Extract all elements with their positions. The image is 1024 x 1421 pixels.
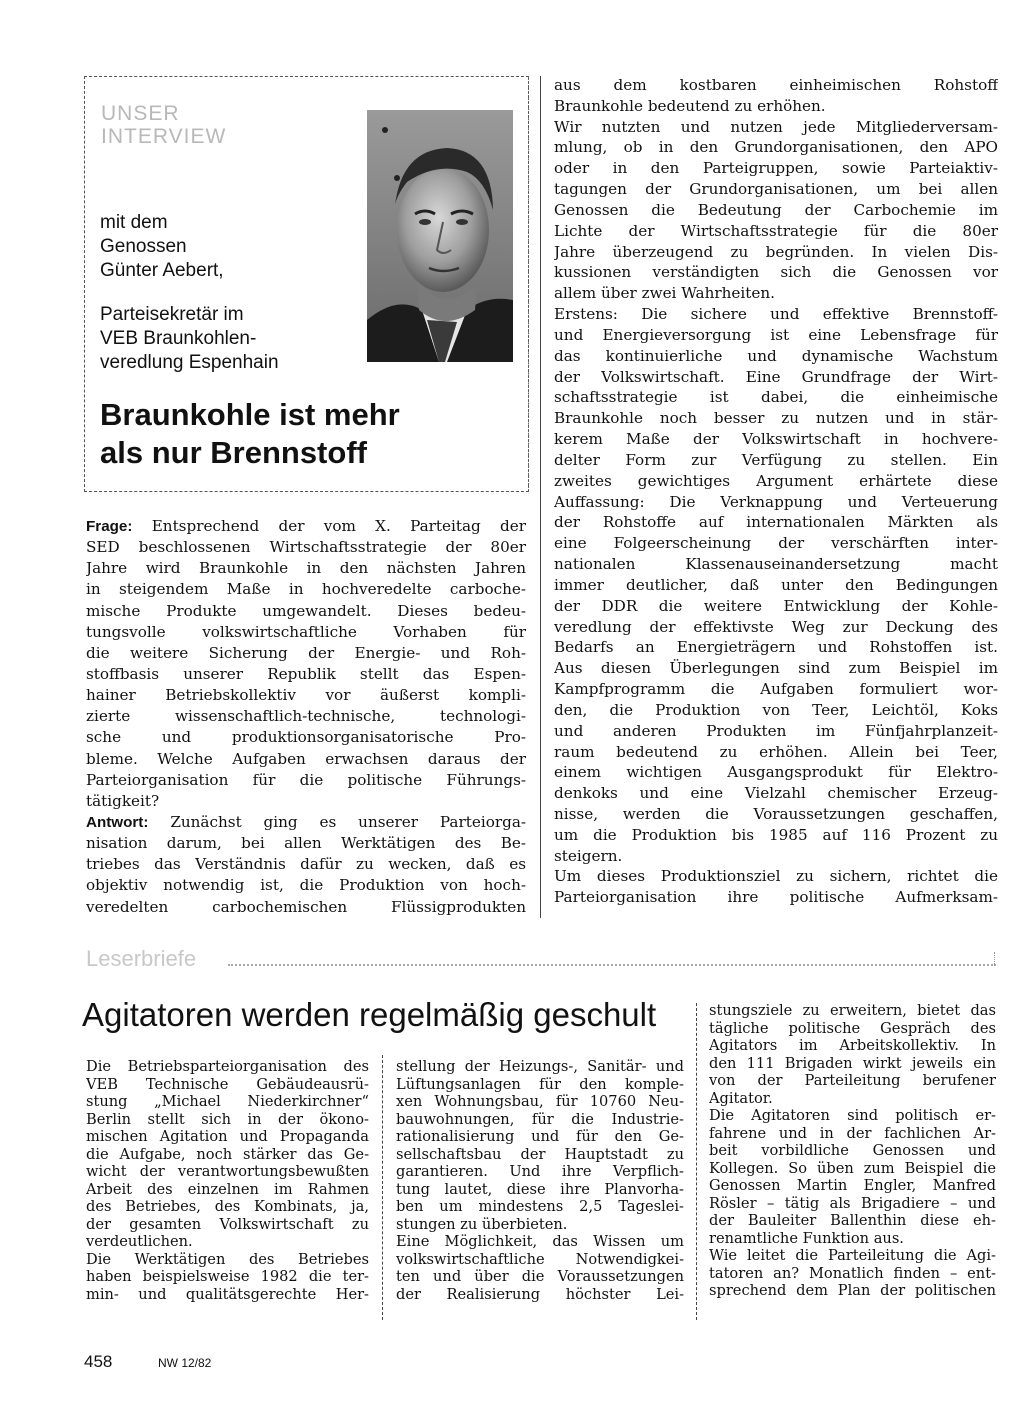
line-text: einem wichtigen Ausgangsprodukt für Elektro- <box>554 763 998 782</box>
kicker-line: UNSER <box>101 102 180 125</box>
line-text: tagungen der Grundorganisationen, um bei allen <box>554 180 998 199</box>
letter-column-rule <box>696 1003 697 1320</box>
line-text: verdeutlichen. <box>86 1233 193 1250</box>
text-line <box>554 408 998 429</box>
line-text: tung lautet, diese ihre Planvorha- <box>396 1180 684 1198</box>
line-text: aus dem kostbaren einheimischen Rohstoff <box>554 76 998 94</box>
line-text: bauwohnungen, für die Industrie- <box>396 1110 684 1128</box>
line-text: tungsvolle volkswirtschaftliche Vorhaben für <box>86 622 526 641</box>
headline-line: Braunkohle ist mehr <box>100 397 400 432</box>
line-text: der DDR die weitere Entwicklung der Kohle- <box>554 596 998 615</box>
line-text: Kampfprogramm die Aufgaben formuliert wor- <box>554 680 998 699</box>
line-text: Parteiorganisation ihre politische Aufmerksam- <box>554 888 998 907</box>
line-text: Genossen die Bedeutung der Carbochemie im <box>554 200 998 219</box>
interview-box-rule <box>528 76 529 492</box>
text-line <box>86 1233 369 1251</box>
text-line <box>554 346 998 367</box>
line-text: stungen zu überbieten. <box>396 1215 568 1233</box>
line-text: der Volkswirtschaft. Eine Grundfrage der Wirt- <box>554 367 998 386</box>
line-text: beit vorbildliche Genossen und <box>709 1142 996 1159</box>
line-text: tätigkeit? <box>86 791 160 810</box>
text-line <box>554 866 998 887</box>
role-line: Parteisekretär im <box>100 304 244 325</box>
portrait-photo <box>367 110 513 362</box>
text-line <box>396 1076 684 1094</box>
line-text: zierte wissenschaftlich-technische, technologi- <box>86 707 526 726</box>
text-line <box>86 706 526 727</box>
text-line <box>86 685 526 706</box>
line-text: fahrene und in der fachlichen Ar- <box>709 1124 996 1142</box>
text-line <box>396 1181 684 1199</box>
line-text: und Energieversorgung ist eine Lebensfrage für <box>554 325 998 344</box>
text-line <box>86 1286 369 1304</box>
text-line <box>86 833 526 854</box>
text-line <box>709 1055 996 1073</box>
line-text: sellschaftsbau der Hauptstadt zu <box>396 1145 684 1163</box>
text-line <box>709 1002 996 1020</box>
text-line <box>554 804 998 825</box>
section-label: Leserbriefe <box>86 946 197 971</box>
line-text: kussionen verständigten sich die Genossen vor <box>554 263 998 282</box>
text-line <box>554 304 998 325</box>
line-text: mischen Agitation und Propaganda <box>86 1128 369 1145</box>
line-text: kerem Maße der Volkswirtschaft in hochvere- <box>554 430 998 449</box>
line-text: bleme. Welche Aufgaben erwachsen daraus der <box>86 749 526 768</box>
text-line <box>554 262 998 283</box>
line-text: Auffassung: Die Verknappung und Verteuerung <box>554 492 998 511</box>
text-line <box>554 242 998 263</box>
text-line <box>396 1093 684 1111</box>
line-text: stoffbasis unserer Republik stellt das Espen- <box>86 664 526 683</box>
role-line: VEB Braunkohlen- <box>100 328 257 349</box>
text-line <box>554 137 998 158</box>
text-line <box>396 1058 684 1076</box>
line-text: Erstens: Die sichere und effektive Brennstoff- <box>554 305 998 324</box>
interview-intro <box>100 211 350 375</box>
line-text: allem über zwei Wahrheiten. <box>554 284 775 303</box>
line-text: zweites gewichtiges Argument erhärtete diese <box>554 471 998 490</box>
line-text: veredlung der effektivste Weg zur Deckung des <box>554 617 998 636</box>
line-text: die weitere Sicherung der Energie- und Roh- <box>86 643 526 662</box>
interview-kicker <box>101 102 271 148</box>
line-text: hainer Betriebskollektiv vor äußerst kompli- <box>86 686 526 705</box>
text-line <box>554 512 998 533</box>
text-line <box>554 471 998 492</box>
text-line <box>554 492 998 513</box>
line-text: Braunkohle noch besser zu nutzen und in stär- <box>554 409 998 428</box>
text-line <box>709 1125 996 1143</box>
line-text: wicht der verantwortungsbewußten <box>86 1163 369 1180</box>
line-text: raum bedeutend zu erhöhen. Allein bei Teer, <box>554 742 998 761</box>
text-line <box>554 179 998 200</box>
text-line <box>86 854 526 875</box>
text-line <box>554 117 998 138</box>
line-text: ten und über die Voraussetzungen <box>396 1268 684 1285</box>
text-line <box>86 1146 369 1164</box>
text-line <box>554 283 998 304</box>
line-text: Lichte der Wirtschaftsstrategie für die 80er <box>554 221 998 240</box>
text-line <box>554 96 998 117</box>
section-rule-end <box>994 952 995 966</box>
line-text: haben beispielsweise 1982 die ter- <box>86 1268 369 1285</box>
line-text: sprechend dem Plan der politischen <box>709 1282 996 1299</box>
line-text: Die Werktätigen des Betriebes <box>86 1250 369 1268</box>
text-line <box>86 770 526 791</box>
text-line <box>709 1177 996 1195</box>
text-line <box>554 158 998 179</box>
text-line <box>86 1181 369 1199</box>
letter-column-3 <box>709 1002 996 1300</box>
line-text: Entsprechend der vom X. Parteitag der <box>151 517 526 535</box>
letter-column-2 <box>396 1058 684 1303</box>
line-text: oder in den Parteigruppen, sowie Parteiaktiv- <box>554 159 998 178</box>
text-line <box>709 1247 996 1265</box>
line-text: von der Parteileitung berufener <box>709 1072 996 1089</box>
line-text: Jahre wird Braunkohle in den nächsten Jahren <box>86 559 526 578</box>
intro-line: Genossen <box>100 236 187 257</box>
text-line <box>554 679 998 700</box>
role-line: veredlung Espenhain <box>100 352 279 373</box>
text-line <box>554 429 998 450</box>
text-line <box>554 367 998 388</box>
text-line <box>554 742 998 763</box>
article-column-right <box>554 75 998 908</box>
line-text: stungsziele zu erweitern, bietet das <box>709 1002 996 1019</box>
text-line <box>86 897 526 918</box>
qa-label: Frage: <box>86 518 133 535</box>
column-rule <box>540 76 541 918</box>
line-text: den 111 Brigaden wirkt jeweils ein <box>709 1054 996 1072</box>
text-line <box>86 749 526 770</box>
text-line <box>554 325 998 346</box>
text-line <box>709 1020 996 1038</box>
line-text: Agitators im Arbeitskollektiv. In <box>709 1037 996 1054</box>
interview-headline <box>100 396 520 472</box>
line-text: Eine Möglichkeit, das Wissen um <box>396 1233 684 1250</box>
text-line <box>86 643 526 664</box>
line-text: Jahre überzeugend zu begründen. In vielen Dis- <box>554 242 998 261</box>
text-line <box>396 1268 684 1286</box>
line-text: und anderen Produkten im Fünfjahrplanzeit- <box>554 721 998 740</box>
text-line <box>86 1076 369 1094</box>
line-text: mische Produkte umgewandelt. Dieses bedeu- <box>86 601 526 620</box>
text-line <box>554 200 998 221</box>
line-text: des Betriebes, des Kombinats, ja, <box>86 1198 369 1215</box>
text-line <box>86 516 526 537</box>
line-text: um die Produktion bis 1985 auf 116 Prozent zu <box>554 825 998 844</box>
text-line <box>396 1286 684 1304</box>
line-text: Zunächst ging es unserer Parteiorga- <box>170 812 526 831</box>
text-line <box>396 1128 684 1146</box>
text-line <box>709 1090 996 1108</box>
line-text: denkoks und eine Vielzahl chemischer Erzeug- <box>554 784 998 803</box>
text-line <box>554 596 998 617</box>
line-text: rationalisierung und für den Ge- <box>396 1128 684 1145</box>
line-text: Aus diesen Überlegungen sind zum Beispiel im <box>554 659 998 678</box>
text-line <box>86 875 526 896</box>
text-line <box>709 1160 996 1178</box>
letter-column-1 <box>86 1058 369 1303</box>
text-line <box>86 537 526 558</box>
line-text: min- und qualitätsgerechte Her- <box>86 1285 369 1303</box>
text-line <box>86 1216 369 1234</box>
text-line <box>86 579 526 600</box>
text-line <box>86 601 526 622</box>
text-line <box>709 1142 996 1160</box>
line-text: der Realisierung höchster Lei- <box>396 1285 684 1303</box>
text-line <box>86 1163 369 1181</box>
text-line <box>709 1195 996 1213</box>
page-number: 458 <box>84 1352 113 1371</box>
line-text: Parteiorganisation für die politische Führungs- <box>86 770 526 789</box>
text-line <box>86 1093 369 1111</box>
line-text: eine Folgeerscheinung der verschärften inter- <box>554 534 998 553</box>
text-line <box>396 1198 684 1216</box>
text-line <box>86 1198 369 1216</box>
line-text: Braunkohle bedeutend zu erhöhen. <box>554 96 826 115</box>
line-text: stellung der Heizungs-, Sanitär- und <box>396 1058 684 1075</box>
line-text: Berlin stellt sich in der ökono- <box>86 1110 369 1128</box>
text-line <box>86 664 526 685</box>
text-line <box>86 1058 369 1076</box>
text-line <box>86 622 526 643</box>
text-line <box>396 1163 684 1181</box>
text-line <box>86 1111 369 1129</box>
headline-line: als nur Brennstoff <box>100 435 367 470</box>
line-text: objektiv notwendig ist, die Produktion von hoch- <box>86 876 526 895</box>
text-line <box>86 812 526 833</box>
text-line <box>709 1072 996 1090</box>
text-line <box>554 762 998 783</box>
line-text: Die Agitatoren sind politisch er- <box>709 1107 996 1124</box>
line-text: Kollegen. So üben zum Beispiel die <box>709 1159 996 1177</box>
text-line <box>86 1128 369 1146</box>
text-line <box>86 727 526 748</box>
issue-label: NW 12/82 <box>158 1356 212 1370</box>
text-line <box>709 1265 996 1283</box>
letter-column-rule <box>382 1055 383 1320</box>
line-text: Genossen Martin Engler, Manfred <box>709 1177 996 1194</box>
line-text: Rösler – tätig als Brigadiere – und <box>709 1194 996 1212</box>
text-line <box>554 700 998 721</box>
text-line <box>86 558 526 579</box>
text-line <box>396 1146 684 1164</box>
text-line <box>709 1282 996 1300</box>
letter-headline: Agitatoren werden regelmäßig geschult <box>82 996 657 1033</box>
text-line <box>86 1268 369 1286</box>
text-line <box>554 658 998 679</box>
line-text: Agitator. <box>709 1089 773 1107</box>
line-text: Wir nutzten und nutzen jede Mitgliederversam- <box>554 117 998 136</box>
text-line <box>554 783 998 804</box>
line-text: veredelten carbochemischen Flüssigprodukten <box>86 897 526 916</box>
section-rule <box>228 964 996 966</box>
line-text: das kontinuierliche und dynamische Wachstum <box>554 346 998 365</box>
interviewee-name: Günter Aebert, <box>100 260 224 281</box>
text-line <box>396 1251 684 1269</box>
text-line <box>554 721 998 742</box>
line-text: VEB Technische Gebäudeausrü- <box>86 1075 369 1093</box>
line-text: ben um mindestens 2,5 Tageslei- <box>396 1198 684 1215</box>
line-text: die Aufgabe, noch stärker das Ge- <box>86 1145 369 1163</box>
line-text: Die Betriebsparteiorganisation des <box>86 1058 369 1075</box>
text-line <box>86 791 526 812</box>
line-text: Um dieses Produktionsziel zu sichern, richtet die <box>554 867 998 886</box>
text-line <box>554 637 998 658</box>
line-text: der gesamten Volkswirtschaft zu <box>86 1215 369 1233</box>
line-text: nationalen Klassenauseinandersetzung macht <box>554 555 998 574</box>
text-line <box>554 533 998 554</box>
line-text: xen Wohnungsbau, für 10760 Neu- <box>396 1093 684 1110</box>
article-column-left <box>86 516 526 918</box>
line-text: renamtliche Funktion aus. <box>709 1229 904 1247</box>
text-line <box>709 1230 996 1248</box>
text-line <box>709 1212 996 1230</box>
line-text: schaftsstrategie ist dabei, die einheimische <box>554 388 998 407</box>
text-line <box>554 846 998 867</box>
line-text: delter Form zur Verfügung zu stellen. Ein <box>554 450 998 469</box>
text-line <box>396 1233 684 1251</box>
line-text: triebes das Verständnis dafür zu wecken, daß es <box>86 855 526 874</box>
line-text: steigern. <box>554 846 623 865</box>
line-text: stung „Michael Niederkirchner“ <box>86 1093 369 1110</box>
line-text: immer deutlicher, daß unter den Bedingungen <box>554 575 998 594</box>
text-line <box>554 575 998 596</box>
line-text: tatoren an? Monatlich finden – ent- <box>709 1264 996 1282</box>
text-line <box>554 554 998 575</box>
qa-label: Antwort: <box>86 813 149 831</box>
line-text: nisse, werden die Voraussetzungen geschaffen, <box>554 804 998 823</box>
text-line <box>554 887 998 908</box>
line-text: garantieren. Und ihre Verpflich- <box>396 1163 684 1180</box>
text-line <box>709 1037 996 1055</box>
text-line <box>554 450 998 471</box>
line-text: der Rohstoffe auf internationalen Märkten als <box>554 513 998 532</box>
line-text: Bedarfs an Energieträgern und Rohstoffen ist. <box>554 638 998 657</box>
intro-line: mit dem <box>100 212 168 233</box>
line-text: volkswirtschaftliche Notwendigkei- <box>396 1250 684 1268</box>
text-line <box>554 221 998 242</box>
text-line <box>86 1251 369 1269</box>
line-text: den, die Produktion von Teer, Leichtöl, Koks <box>554 700 998 719</box>
text-line <box>554 75 998 96</box>
line-text: Arbeit des einzelnen im Rahmen <box>86 1180 369 1198</box>
line-text: tägliche politische Gespräch des <box>709 1019 996 1037</box>
text-line <box>554 825 998 846</box>
line-text: SED beschlossenen Wirtschaftsstrategie der 80er <box>86 538 526 557</box>
text-line <box>554 617 998 638</box>
line-text: nisation darum, bei allen Werktätigen des Be- <box>86 834 526 853</box>
text-line <box>396 1111 684 1129</box>
text-line <box>396 1216 684 1234</box>
line-text: der Bauleiter Ballenthin diese eh- <box>709 1212 996 1229</box>
kicker-line: INTERVIEW <box>101 125 227 148</box>
line-text: Lüftungsanlagen für den komple- <box>396 1075 684 1093</box>
line-text: in steigendem Maße in hochveredelte carboche- <box>86 580 526 599</box>
line-text: Wie leitet die Parteileitung die Agi- <box>709 1247 996 1264</box>
line-text: sche und produktionsorganisatorische Pro- <box>86 728 526 747</box>
text-line <box>709 1107 996 1125</box>
line-text: mlung, ob in den Grundorganisationen, den APO <box>554 138 998 157</box>
text-line <box>554 387 998 408</box>
